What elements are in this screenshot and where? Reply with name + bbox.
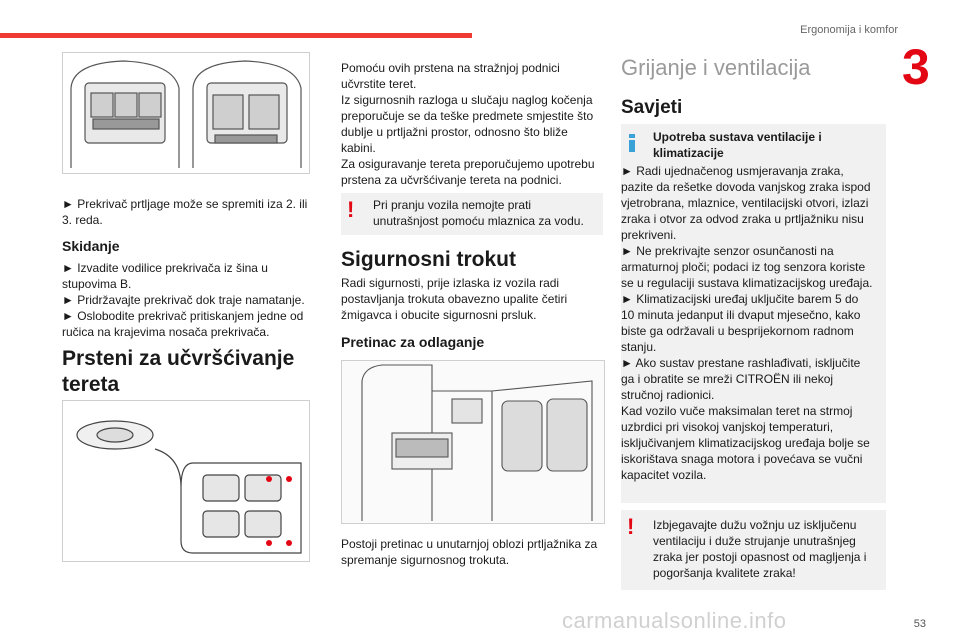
heading-prsteni: Prsteni za učvršćivanje tereta (62, 347, 295, 396)
rings-safety: Iz sigurnosnih razloga u slučaju naglog kočenja preporučuje se da teške predmete smjestite što dublje u prtljažni prostor, odnosno što bliže kabini. (341, 93, 594, 155)
section-title: Ergonomija i komfor (800, 24, 898, 36)
info-icon (629, 134, 635, 152)
step-2: ► Pridržavajte prekrivač dok traje namatanje. (62, 293, 305, 307)
info-item-3: ► Klimatizacijski uređaj uključite barem 5 do 10 minuta jedanput ili dvaput mjesečno, kako biste ga održavali u besprijekornom radnom stanju. (621, 292, 861, 354)
trokut-text: Radi sigurnosti, prije izlaska iz vozila radi postavljanja trokuta obavezno upalite četiri žmigavca i obucite sigurnosni prsluk. (341, 276, 568, 322)
info-item-2: ► Ne prekrivajte senzor osunčanosti na armaturnoj ploči; podaci iz tog senzora koriste se u regulaciji sustava klimatizacijskog uređaja. (621, 244, 873, 290)
washing-warning (341, 193, 603, 235)
step-3: ► Oslobodite prekrivač pritiskanjem jedne od ručica na krajevima nosača prekrivača. (62, 309, 304, 339)
heading-trokut: Sigurnosni trokut (341, 248, 516, 271)
pretinac-text: Postoji pretinac u unutarnjoj oblozi prtljažnika za spremanje sigurnosnog trokuta. (341, 537, 598, 567)
page-number: 53 (913, 618, 926, 630)
tie-rings-figure (62, 400, 310, 562)
tie-rings-illustration (63, 401, 309, 561)
info-item-4: ► Ako sustav prestane rashlađivati, isključite ga i obratite se mreži CITROËN ili nekoj stručnoj radionici. (621, 356, 861, 402)
info-title: Upotreba sustava ventilacije i klimatizacije (653, 130, 822, 160)
watermark: carmanualsonline.info (562, 608, 787, 633)
cover-storage-note: ► Prekrivač prtljage može se spremiti iza 2. ili 3. reda. (62, 197, 308, 227)
washing-warning-text: Pri pranju vozila nemojte prati unutrašnjost pomoću mlaznica za vodu. (373, 198, 584, 228)
trunk-cover-figure (62, 52, 310, 174)
rings-recommend: Za osiguravanje tereta preporučujemo upotrebu prstena za učvršćivanje tereta na podnici. (341, 157, 595, 187)
warning-icon: ! (347, 197, 355, 222)
ventilation-warning-text: Izbjegavajte dužu vožnju uz isključenu ventilaciju i duže strujanje unutrašnjeg zraka jer postoji opasnost od magljenja i pogoršanja kvalitete zraka! (653, 518, 867, 580)
rings-intro: Pomoću ovih prstena na stražnjoj podnici učvrstite teret. (341, 61, 560, 91)
heading-pretinac: Pretinac za odlaganje (341, 334, 485, 350)
chapter-number: 3 (902, 39, 930, 95)
ventilation-warning (621, 510, 886, 590)
info-item-1: ► Radi ujednačenog usmjeravanja zraka, pazite da rešetke dovoda vanjskog zraka ispod vjetrobrana, mlaznice, ventilacijski otvori, izlazi zraka i otvor za odvod zraka u prtljažniku nisu prekriveni. (621, 164, 871, 242)
storage-compartment-illustration (342, 361, 604, 523)
storage-compartment-figure (341, 360, 605, 524)
heading-savjeti: Savjeti (621, 97, 683, 118)
info-tail: Kad vozilo vuče maksimalan teret na strmoj uzbrdici pri visokoj vanjskoj temperaturi, isključivanjem klimatizacijskog uređaja bolje se iskorištava snaga motora i povećava se vučni kapacitet vozila. (621, 404, 870, 482)
header-accent-bar (0, 33, 472, 38)
heading-skidanje: Skidanje (62, 238, 120, 254)
trunk-cover-illustration (63, 53, 309, 173)
heading-grijanje: Grijanje i ventilacija (621, 55, 811, 80)
ventilation-info-box (621, 124, 886, 503)
step-1: ► Izvadite vodilice prekrivača iz šina u stupovima B. (62, 261, 268, 291)
warning-icon-2: ! (627, 514, 635, 539)
